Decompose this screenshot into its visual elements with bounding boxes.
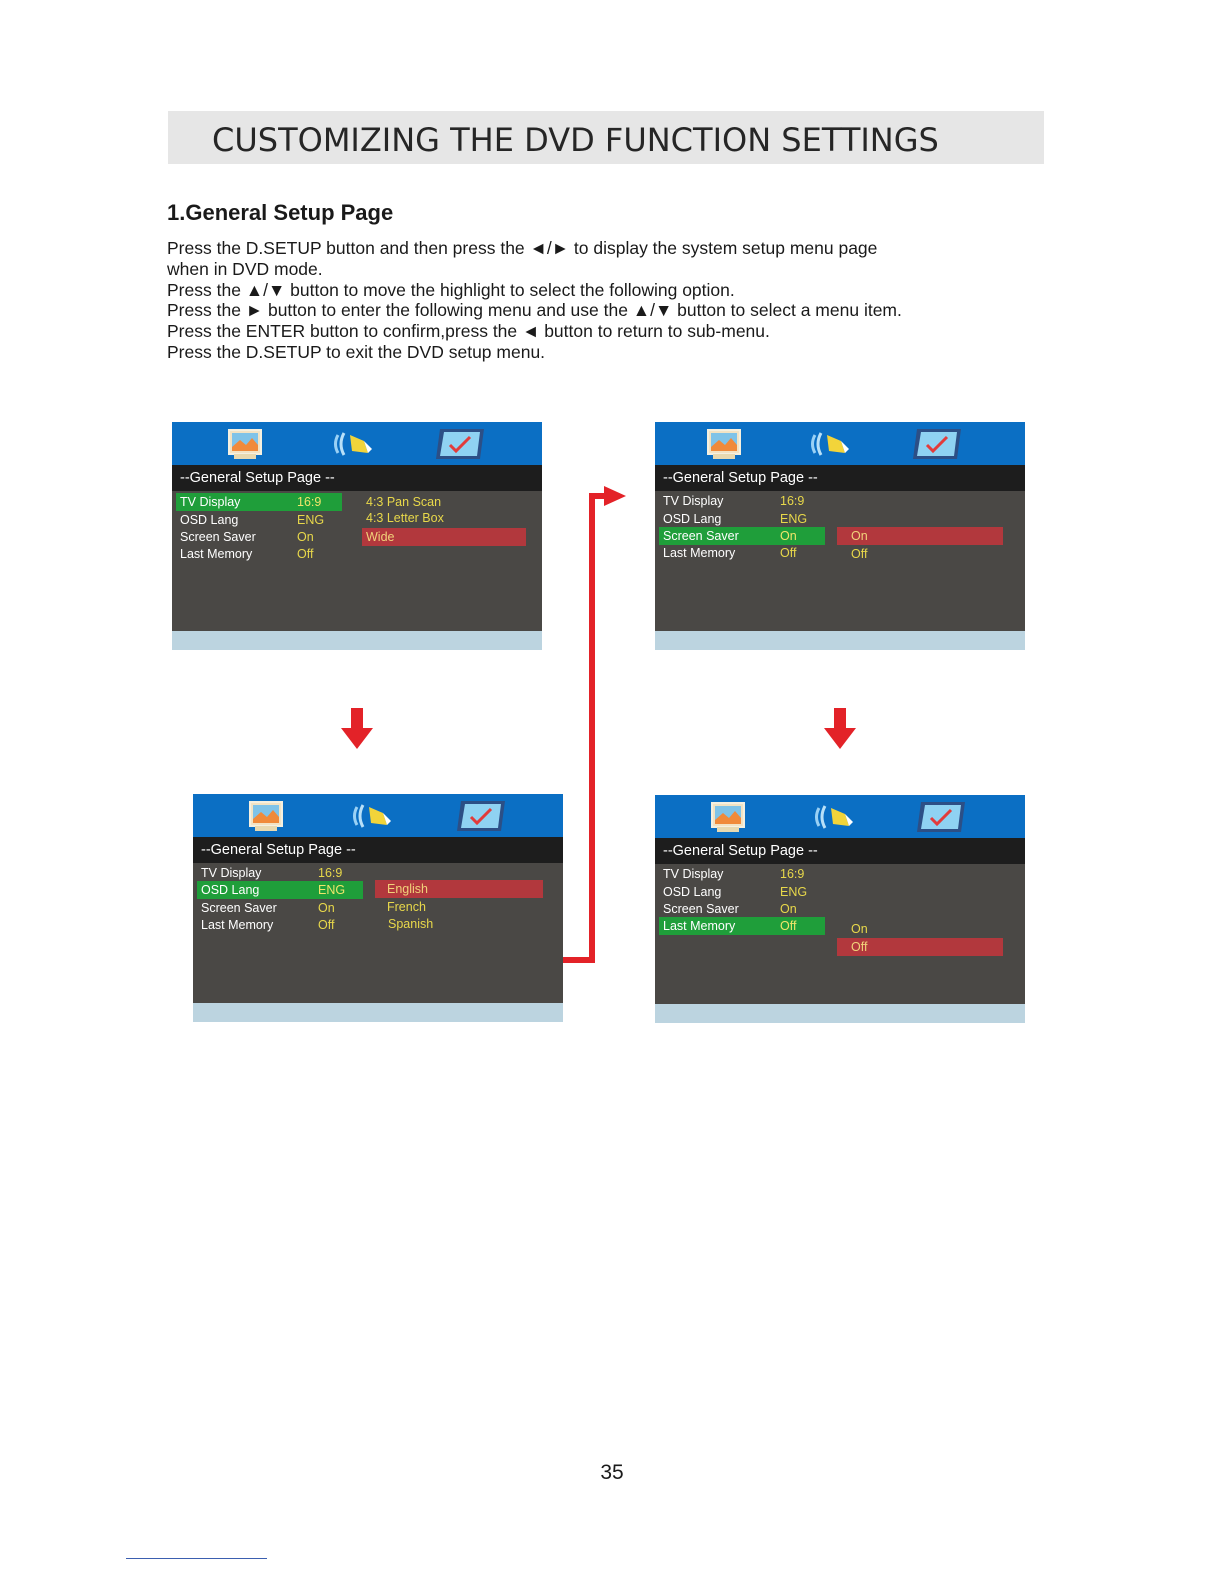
page-title: CUSTOMIZING THE DVD FUNCTION SETTINGS — [212, 121, 939, 159]
menu-item-label: Last Memory — [663, 919, 736, 933]
menu-body — [172, 491, 542, 631]
menu-body — [655, 864, 1025, 1004]
menu-item-last-memory[interactable] — [172, 545, 342, 563]
menu-item-value: ENG — [780, 512, 808, 526]
menu-item-label: OSD Lang — [180, 513, 239, 527]
menu-item-label: Screen Saver — [180, 530, 256, 544]
menu-item-last-memory[interactable] — [655, 544, 825, 562]
menu-item-osd-lang[interactable] — [172, 511, 342, 529]
menu-item-value: Off — [780, 919, 797, 933]
menu-body — [655, 491, 1025, 631]
icon-bar — [655, 795, 1025, 838]
setup-screen-last-memory — [655, 795, 1025, 1023]
icon-bar — [193, 794, 563, 837]
menu-item-value: On — [318, 901, 335, 915]
instruction-line: Press the D.SETUP to exit the DVD setup menu. — [167, 341, 546, 362]
menu-item-tv-display[interactable] — [176, 493, 342, 511]
connector-arrow-icon — [560, 482, 632, 968]
audio-setup-icon — [349, 799, 393, 833]
menu-item-label: TV Display — [180, 495, 241, 509]
picture-setup-icon — [226, 427, 264, 461]
option-wide[interactable]: Wide — [362, 528, 526, 546]
screen-footer — [172, 631, 542, 650]
option-french[interactable]: French — [387, 900, 426, 914]
setup-screen-tv-display — [172, 422, 542, 650]
menu-item-tv-display[interactable] — [655, 865, 825, 883]
down-arrow-icon — [340, 708, 374, 750]
menu-item-label: Screen Saver — [201, 901, 277, 915]
menu-item-value: Off — [297, 547, 314, 561]
menu-item-value: ENG — [318, 883, 346, 897]
footer-rule — [126, 1558, 267, 1559]
menu-item-value: 16:9 — [780, 494, 805, 508]
menu-item-screen-saver[interactable] — [659, 527, 825, 545]
instruction-line: Press the ▲/▼ button to move the highlight to select the following option. — [167, 279, 735, 300]
screen-footer — [193, 1003, 563, 1022]
preference-setup-icon — [911, 427, 963, 461]
instructions — [167, 238, 1027, 363]
instruction-line: when in DVD mode. — [167, 258, 323, 279]
preference-setup-icon — [434, 427, 486, 461]
menu-item-last-memory[interactable] — [659, 917, 825, 935]
option-letter-box[interactable]: 4:3 Letter Box — [366, 511, 444, 525]
screen-footer — [655, 631, 1025, 650]
menu-item-label: Screen Saver — [663, 902, 739, 916]
menu-item-label: TV Display — [201, 866, 262, 880]
menu-item-value: 16:9 — [780, 867, 805, 881]
menu-item-label: Last Memory — [180, 547, 253, 561]
picture-setup-icon — [247, 799, 285, 833]
option-off[interactable]: Off — [837, 938, 1003, 956]
menu-item-osd-lang[interactable] — [197, 881, 363, 899]
menu-item-tv-display[interactable] — [655, 492, 825, 510]
menu-item-value: 16:9 — [297, 495, 322, 509]
menu-item-value: On — [297, 530, 314, 544]
title-banner — [168, 111, 1044, 164]
menu-item-screen-saver[interactable] — [172, 528, 342, 546]
setup-screen-screen-saver — [655, 422, 1025, 650]
picture-setup-icon — [705, 427, 743, 461]
option-pan-scan[interactable]: 4:3 Pan Scan — [366, 495, 442, 509]
instruction-line: Press the D.SETUP button and then press the ◄/► to display the system setup menu page — [167, 238, 878, 258]
menu-item-osd-lang[interactable] — [655, 510, 825, 528]
menu-item-screen-saver[interactable] — [655, 900, 825, 918]
screen-title: --General Setup Page -- — [655, 838, 1025, 864]
screen-title: --General Setup Page -- — [655, 465, 1025, 491]
setup-screen-osd-lang — [193, 794, 563, 1022]
screen-footer — [655, 1004, 1025, 1023]
section-heading: 1.General Setup Page — [167, 200, 394, 225]
option-spanish[interactable]: Spanish — [388, 917, 434, 931]
option-on[interactable]: On — [851, 922, 868, 936]
preference-setup-icon — [455, 799, 507, 833]
menu-item-value: ENG — [780, 885, 808, 899]
menu-item-label: OSD Lang — [201, 883, 260, 897]
instruction-line: Press the ENTER button to confirm,press the ◄ button to return to sub-menu. — [167, 321, 770, 342]
menu-body — [193, 863, 563, 1003]
icon-bar — [172, 422, 542, 465]
menu-item-tv-display[interactable] — [193, 864, 363, 882]
icon-bar — [655, 422, 1025, 465]
menu-item-value: Off — [780, 546, 797, 560]
menu-item-value: On — [780, 902, 797, 916]
audio-setup-icon — [811, 800, 855, 834]
menu-item-value: ENG — [297, 513, 325, 527]
menu-item-label: OSD Lang — [663, 512, 722, 526]
screen-title: --General Setup Page -- — [193, 837, 563, 863]
menu-item-last-memory[interactable] — [193, 916, 363, 934]
screen-title: --General Setup Page -- — [172, 465, 542, 491]
down-arrow-icon — [823, 708, 857, 750]
menu-item-screen-saver[interactable] — [193, 899, 363, 917]
audio-setup-icon — [330, 427, 374, 461]
menu-item-label: Screen Saver — [663, 529, 739, 543]
instruction-line: Press the ► button to enter the following menu and use the ▲/▼ button to select a menu item. — [167, 300, 902, 321]
menu-item-value: On — [780, 529, 797, 543]
menu-item-value: Off — [318, 918, 335, 932]
picture-setup-icon — [709, 800, 747, 834]
preference-setup-icon — [915, 800, 967, 834]
menu-item-label: TV Display — [663, 867, 724, 881]
menu-item-label: Last Memory — [663, 546, 736, 560]
menu-item-label: TV Display — [663, 494, 724, 508]
menu-item-label: Last Memory — [201, 918, 274, 932]
menu-item-value: 16:9 — [318, 866, 343, 880]
option-english[interactable]: English — [375, 880, 543, 898]
page-number: 35 — [600, 1461, 624, 1484]
option-on[interactable]: On — [837, 527, 1003, 545]
menu-item-osd-lang[interactable] — [655, 883, 825, 901]
option-off[interactable]: Off — [851, 547, 868, 561]
menu-item-label: OSD Lang — [663, 885, 722, 899]
audio-setup-icon — [807, 427, 851, 461]
